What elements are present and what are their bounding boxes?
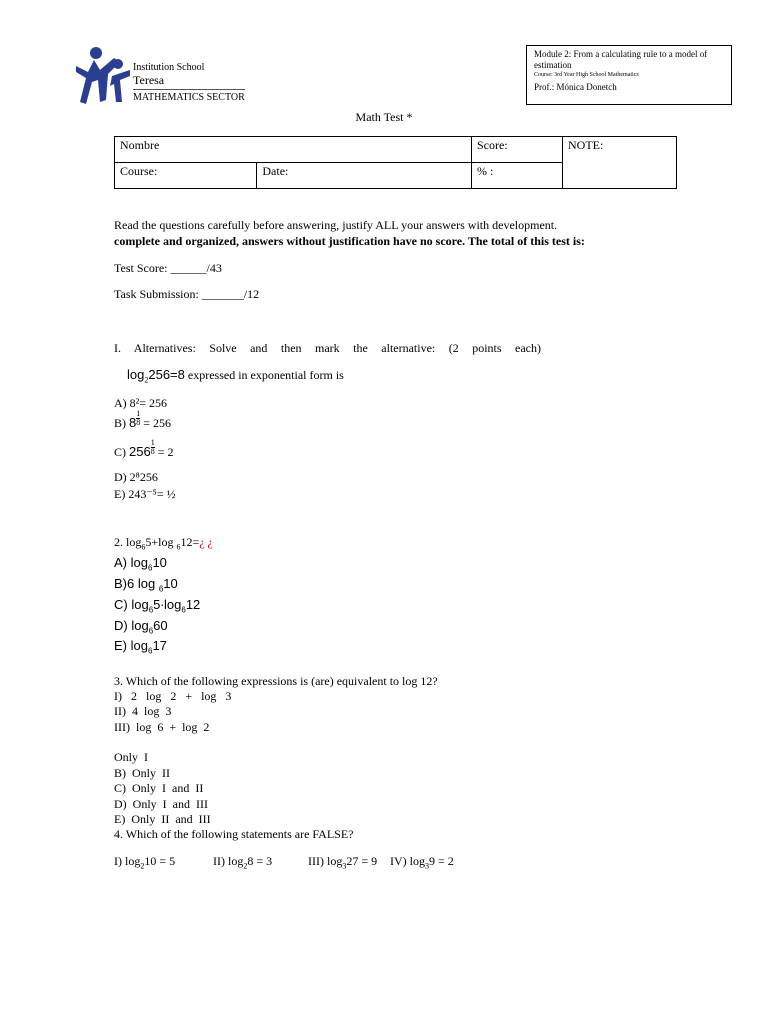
q4-iii-pre: III) log: [308, 854, 343, 868]
note-label: NOTE:: [568, 138, 604, 152]
q2-b-log: log: [137, 576, 156, 591]
q4-iv-post: 9 = 2: [429, 854, 454, 868]
q2-d-arg: 60: [153, 618, 168, 633]
q1-b-den: 8: [136, 417, 141, 427]
q2-d-log: log: [131, 618, 149, 633]
q4-iii-post: 27 = 9: [346, 854, 378, 868]
q1-b-exponent: [136, 410, 140, 427]
q2-d-base: 6: [148, 626, 154, 636]
note-cell[interactable]: [563, 137, 677, 189]
q2-arg: 12=: [180, 535, 200, 549]
page-title: Math Test *: [355, 110, 413, 124]
q4-iv-pre: IV) log: [390, 854, 425, 868]
q4-question: 4. Which of the following statements are FALSE?: [114, 827, 354, 841]
q1-c-base: 256: [129, 444, 151, 459]
q2-a-log: log: [130, 555, 148, 570]
q4-statement-i: [114, 854, 175, 873]
q1-option-b[interactable]: [114, 408, 172, 433]
q1-option-c[interactable]: [114, 437, 174, 462]
q4-statement-iv: [390, 854, 454, 873]
q4-statement-iii: [308, 854, 377, 873]
date-label: Date:: [262, 164, 289, 178]
q1-b-base: 8: [129, 415, 137, 430]
q2-c-base2: 6: [181, 605, 186, 615]
q3-question: 3. Which of the following expressions is (are) equivalent to log 12?: [114, 674, 438, 688]
task-submission: Task Submission: _______/12: [114, 287, 260, 301]
module-course: Course: 3rd Year High School Mathematics: [534, 72, 639, 78]
score-cell[interactable]: [472, 137, 563, 163]
course-label: Course:: [120, 164, 158, 178]
date-cell[interactable]: [257, 163, 472, 189]
q2-statement: [114, 535, 213, 554]
q2-c-log: log: [131, 597, 149, 612]
q1-c-label: C): [114, 445, 126, 459]
q1-base: 2: [144, 375, 149, 385]
q2-b-base: 6: [158, 584, 164, 594]
q1-log: log: [127, 367, 145, 382]
q2-c-arg2: 12: [185, 597, 201, 612]
score-label: Score:: [477, 138, 508, 152]
q1-c-num: 1: [150, 437, 155, 447]
q2-marks: ¿ ¿: [199, 535, 213, 549]
q1-option-d[interactable]: D) 2⁸256: [114, 470, 158, 484]
q4-iii-base: 3: [342, 861, 347, 871]
module-box: [526, 45, 732, 105]
q3-option-e[interactable]: E) Only II and III: [114, 812, 211, 826]
q2-mid: 5+log: [145, 535, 174, 549]
q2-e-arg: 17: [152, 638, 167, 653]
q2-d-label: D): [114, 618, 128, 633]
section1-heading: I. Alternatives: Solve and then mark the alternative: (2 points each): [114, 341, 541, 355]
q2-option-e[interactable]: [114, 638, 167, 656]
school-line2: Teresa: [133, 73, 165, 87]
q1-option-e[interactable]: E) 243⁻⁵= ½: [114, 487, 176, 501]
q1-b-label: B): [114, 416, 126, 430]
instructions-line1: Read the questions carefully before answering, justify ALL your answers with development.: [114, 218, 558, 232]
q2-a-arg: 10: [152, 555, 167, 570]
q4-i-pre: I) log: [114, 854, 141, 868]
q4-i-base: 2: [140, 861, 145, 871]
logo-figures-icon: [74, 46, 134, 108]
q3-option-c[interactable]: C) Only I and II: [114, 781, 204, 795]
school-name: [133, 62, 245, 104]
q4-ii-pre: II) log: [213, 854, 244, 868]
q2-base1: 6: [141, 542, 146, 552]
q1-c-rest: = 2: [157, 445, 174, 459]
instructions-line2: complete and organized, answers without justification have no score. The total of this test is:: [114, 234, 585, 248]
q2-option-d[interactable]: [114, 618, 168, 636]
q3-statement-iii: III) log 6 + log 2: [114, 720, 210, 734]
q1-b-rest: = 256: [143, 416, 172, 430]
module-title: Module 2: From a calculating rule to a model of estimation: [534, 49, 708, 70]
q1-b-num: 1: [136, 408, 141, 418]
module-prof: Prof.: Mónica Donetch: [534, 82, 617, 92]
q2-a-base: 6: [147, 563, 153, 573]
q2-option-a[interactable]: [114, 555, 167, 573]
q4-iv-base: 3: [425, 861, 429, 871]
q2-a-label: A): [114, 555, 127, 570]
q3-statement-i: I) 2 log 2 + log 3: [114, 689, 232, 703]
q1-c-exponent: [151, 439, 155, 456]
q3-option-a[interactable]: Only I: [114, 750, 148, 764]
q2-c-label: C): [114, 597, 128, 612]
q2-e-label: E): [114, 638, 127, 653]
q1-arg: 256=8: [148, 367, 185, 382]
q2-b-label: B)6: [114, 576, 135, 591]
q4-statement-ii: [213, 854, 272, 873]
test-score: Test Score: ______/43: [114, 261, 222, 275]
percent-cell[interactable]: [472, 163, 563, 189]
nombre-label: Nombre: [120, 138, 160, 152]
q3-statement-ii: II) 4 log 3: [114, 704, 172, 718]
q1-text: expressed in exponential form is: [187, 368, 344, 382]
q2-b-arg: 10: [163, 576, 178, 591]
q2-e-base: 6: [147, 646, 153, 656]
q2-e-log: log: [130, 638, 148, 653]
q1-option-a[interactable]: A) 8²= 256: [114, 396, 168, 410]
course-cell[interactable]: [115, 163, 257, 189]
student-info-table: [114, 136, 677, 189]
q2-c-base1: 6: [148, 605, 154, 615]
q4-i-post: 10 = 5: [144, 854, 176, 868]
q2-label: 2. log: [114, 535, 142, 549]
nombre-cell[interactable]: [115, 137, 472, 163]
q1-statement: [127, 367, 344, 387]
q2-c-arg1: 5∙log: [153, 597, 182, 612]
q1-c-den: 8: [150, 446, 155, 456]
q4-ii-post: 8 = 3: [247, 854, 273, 868]
school-line3: MATHEMATICS SECTOR: [133, 89, 245, 104]
school-line1: Institution School: [133, 62, 205, 73]
percent-label: % :: [477, 164, 494, 178]
q2-option-c[interactable]: [114, 597, 200, 615]
q4-ii-base: 2: [243, 861, 248, 871]
q2-option-b[interactable]: [114, 576, 178, 594]
q3-option-b[interactable]: B) Only II: [114, 766, 170, 780]
q2-base2: 6: [176, 542, 181, 552]
q3-option-d[interactable]: D) Only I and III: [114, 797, 208, 811]
